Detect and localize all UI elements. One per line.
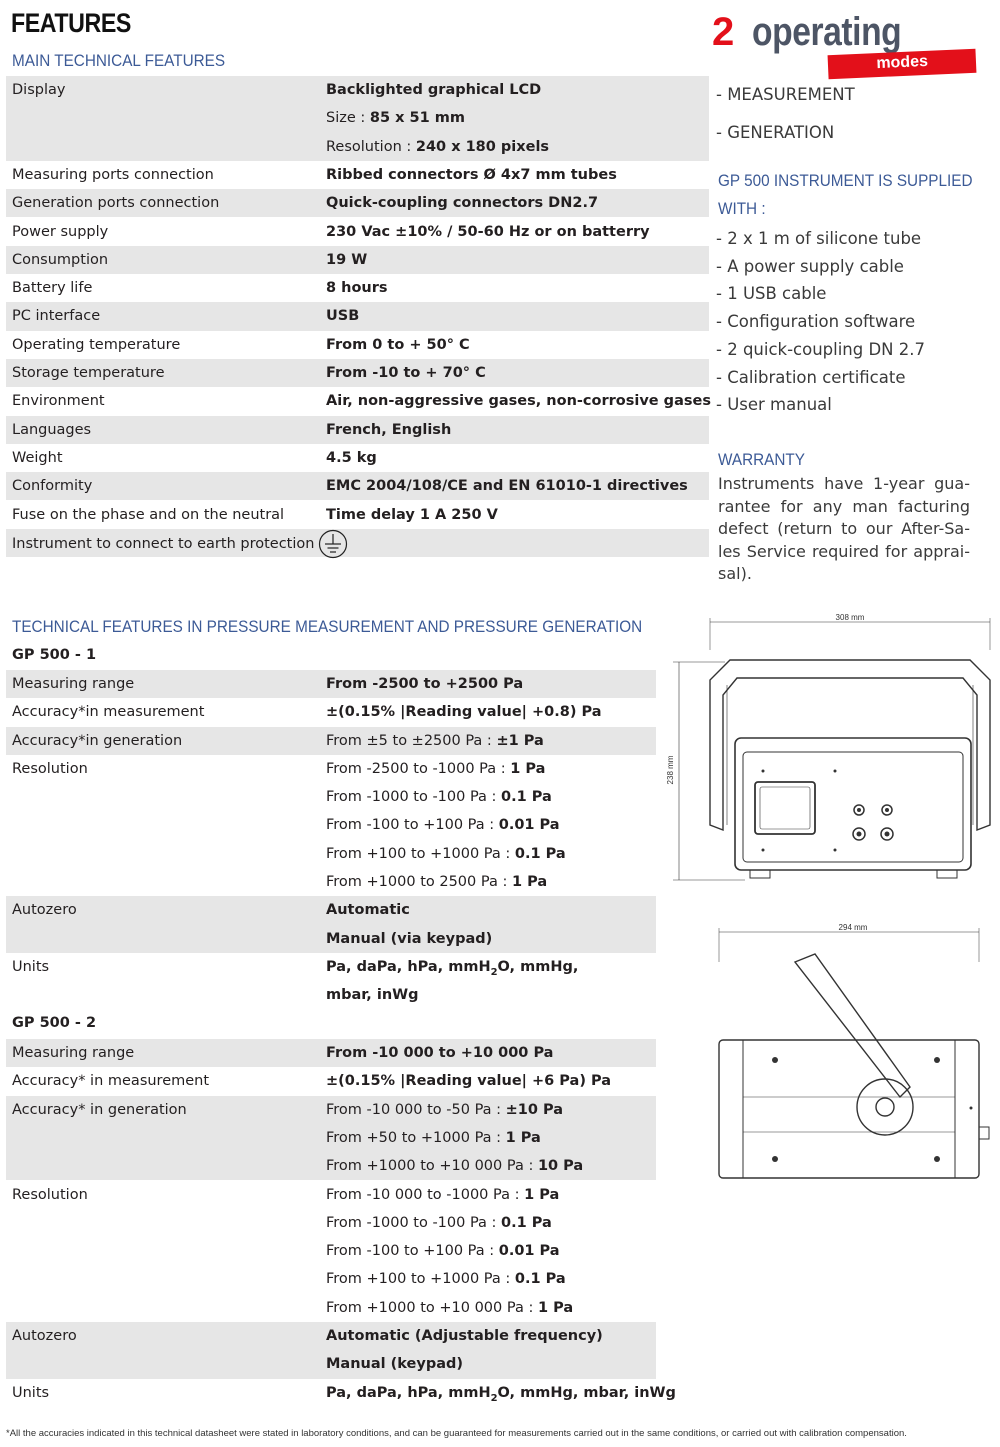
gp500-1-title: GP 500 - 1 — [12, 647, 97, 663]
row-label: Environment — [12, 393, 105, 410]
table-row — [6, 218, 709, 246]
value-line — [326, 925, 492, 953]
table-row — [6, 331, 709, 359]
value-text: From +1000 to 2500 Pa : — [326, 874, 512, 891]
value-text: ±10 Pa — [505, 1101, 564, 1118]
supplied-item: - 1 USB cable — [716, 284, 827, 304]
value-text: 1 Pa — [510, 760, 546, 777]
row-label: Autozero — [12, 1328, 77, 1344]
row-label: Battery life — [12, 280, 93, 297]
side-width-label: 294 mm — [838, 923, 868, 932]
value-line — [326, 811, 566, 839]
value-text: 8 hours — [326, 280, 388, 297]
value-text: Size : — [326, 110, 370, 127]
value-text: 10 Pa — [537, 1158, 584, 1175]
badge-word: operating — [752, 10, 902, 54]
row-value — [326, 472, 688, 500]
value-line — [326, 1379, 676, 1407]
warranty-line: Instruments have 1-year gua- — [718, 474, 970, 493]
row-value — [326, 896, 492, 953]
row-value — [326, 359, 486, 387]
value-line — [326, 981, 578, 1009]
row-label: PC interface — [12, 308, 101, 325]
row-label: Measuring range — [12, 676, 135, 692]
table-row — [6, 1181, 656, 1323]
value-text: 1 Pa — [537, 1299, 574, 1316]
value-text: 0.1 Pa — [501, 1214, 552, 1231]
value-text: 85 x 51 mm — [369, 110, 465, 127]
table-row — [6, 698, 656, 726]
row-value — [326, 218, 650, 246]
value-line — [326, 1096, 583, 1124]
value-text: ±(0.15% |Reading value| +0.8) Pa — [326, 704, 602, 721]
table-row — [6, 302, 709, 330]
row-label: Weight — [12, 449, 63, 466]
table-row — [6, 444, 709, 472]
table-row — [6, 1379, 676, 1407]
row-value — [326, 1379, 676, 1407]
value-line — [326, 1265, 573, 1293]
row-value — [326, 1322, 603, 1379]
value-line — [326, 133, 549, 161]
row-label: Consumption — [12, 251, 109, 268]
value-text: From +100 to +1000 Pa : — [326, 845, 515, 862]
row-value — [326, 1039, 553, 1067]
row-value — [326, 331, 470, 359]
row-label: Instrument to connect to earth protection — [12, 529, 348, 559]
value-line — [326, 698, 602, 726]
row-label: Measuring ports connection — [12, 166, 214, 183]
row-label: Units — [12, 959, 50, 975]
value-text: 240 x 180 pixels — [415, 138, 550, 155]
row-label: Fuse on the phase and on the neutral — [12, 506, 285, 523]
row-label: Accuracy* in measurement — [12, 1073, 210, 1090]
table-row — [6, 953, 656, 1010]
value-line — [326, 1067, 611, 1095]
table-row — [6, 1067, 656, 1095]
value-line — [326, 501, 498, 529]
value-text: 19 W — [326, 251, 368, 268]
row-label: Accuracy*in measurement — [12, 704, 205, 721]
value-text: From +1000 to +10 000 Pa : — [326, 1158, 538, 1175]
value-text: From -1000 to -100 Pa : — [326, 1214, 502, 1231]
row-value — [326, 727, 544, 755]
supplied-item: - A power supply cable — [716, 256, 904, 276]
front-view-drawing — [665, 610, 1000, 890]
table-row — [6, 501, 709, 529]
value-text: 1 Pa — [524, 1186, 560, 1203]
row-value — [326, 1096, 583, 1181]
row-value — [326, 387, 711, 415]
row-value — [326, 302, 359, 330]
value-text: From -100 to +100 Pa : — [326, 1243, 499, 1260]
page-title: FEATURES — [11, 8, 131, 38]
value-line — [326, 302, 359, 330]
row-value — [326, 189, 598, 217]
value-text: 0.01 Pa — [498, 817, 560, 834]
table-row — [6, 161, 709, 189]
pressure-heading: TECHNICAL FEATURES IN PRESSURE MEASUREMENT AND PRESSURE GENERATION — [12, 617, 643, 636]
value-text: From -10 000 to -50 Pa : — [326, 1101, 506, 1118]
value-line — [326, 274, 388, 302]
warranty-line: rantee for any man facturing — [718, 496, 970, 516]
table-row — [6, 76, 709, 161]
value-text: From -10 000 to -1000 Pa : — [326, 1186, 525, 1203]
row-value — [326, 1181, 573, 1322]
value-line — [326, 1350, 603, 1378]
value-text: French, English — [326, 421, 452, 438]
row-value — [326, 953, 578, 1010]
gp500-2-title: GP 500 - 2 — [12, 1015, 97, 1031]
row-value — [326, 670, 523, 698]
supplied-item: - User manual — [716, 395, 832, 415]
value-line — [326, 331, 470, 359]
value-line — [326, 670, 523, 698]
badge-number: 2 — [712, 10, 735, 54]
warranty-line: les Service required for apprai- — [718, 541, 970, 561]
value-line — [326, 755, 566, 783]
value-line — [326, 444, 377, 472]
row-value — [326, 246, 367, 274]
supplied-item: - 2 x 1 m of silicone tube — [716, 229, 922, 248]
value-text: 2 — [490, 966, 498, 978]
value-text: From -100 to +100 Pa : — [326, 817, 499, 834]
value-text: Automatic (Adjustable frequency) — [326, 1328, 603, 1344]
row-label: Generation ports connection — [12, 195, 220, 212]
main-features-heading: MAIN TECHNICAL FEATURES — [12, 51, 226, 70]
value-line — [326, 1152, 583, 1180]
value-line — [326, 161, 617, 189]
row-label: Languages — [12, 421, 92, 438]
row-value — [326, 274, 388, 302]
badge-tag — [828, 49, 977, 79]
value-line — [326, 783, 566, 811]
supplied-item: - 2 quick-coupling DN 2.7 — [716, 339, 926, 359]
value-text: EMC 2004/108/CE and EN 61010-1 directives — [326, 478, 688, 495]
table-row — [6, 189, 709, 217]
row-value — [326, 755, 566, 896]
value-line — [326, 1181, 573, 1209]
value-text: Resolution : — [326, 138, 416, 155]
earth-ground-icon — [318, 529, 348, 559]
value-text: From -10 to + 70° C — [326, 365, 486, 381]
value-line — [326, 1237, 573, 1265]
row-value — [326, 501, 498, 529]
mode-measurement: - MEASUREMENT — [716, 85, 855, 104]
value-text: 0.01 Pa — [498, 1243, 560, 1260]
mode-generation: - GENERATION — [716, 123, 835, 142]
warranty-heading: WARRANTY — [718, 450, 805, 469]
table-row — [6, 1039, 656, 1067]
table-row — [6, 529, 709, 557]
value-text: Quick-coupling connectors DN2.7 — [326, 195, 599, 212]
value-text: From +100 to +1000 Pa : — [326, 1271, 515, 1288]
value-line — [326, 218, 650, 246]
value-text: Pa, daPa, hPa, mmH — [326, 1384, 491, 1401]
value-text: USB — [326, 308, 360, 325]
supplied-heading-line2: WITH : — [718, 199, 766, 218]
table-row — [6, 1322, 656, 1379]
badge-tag-label: modes — [876, 52, 929, 73]
value-text: ±(0.15% |Reading value| +6 Pa) Pa — [326, 1073, 612, 1090]
value-line — [326, 387, 711, 415]
value-line — [326, 416, 451, 444]
table-row — [6, 755, 656, 897]
value-text: From -2500 to +2500 Pa — [326, 676, 524, 692]
value-text: Ribbed connectors Ø 4x7 mm tubes — [326, 166, 617, 183]
value-text: Air, non-aggressive gases, non-corrosive gases — [326, 393, 711, 410]
row-label: Resolution — [12, 760, 88, 777]
value-text: Pa, daPa, hPa, mmH — [326, 959, 491, 975]
table-row — [6, 472, 709, 500]
value-text: ±1 Pa — [496, 732, 544, 749]
table-row — [6, 896, 656, 953]
value-text: O, mmHg, — [497, 959, 579, 975]
value-text: 0.1 Pa — [501, 789, 552, 806]
value-text: From +50 to +1000 Pa : — [326, 1129, 506, 1146]
value-line — [326, 189, 598, 217]
row-label: Resolution — [12, 1186, 88, 1203]
value-text: Manual (via keypad) — [326, 930, 493, 947]
row-label: Display — [12, 82, 66, 98]
value-text: O, mmHg, mbar, inWg — [497, 1384, 676, 1401]
warranty-line: sal). — [718, 564, 752, 583]
row-label: Operating temperature — [12, 336, 181, 353]
value-line — [326, 896, 492, 924]
row-label: Measuring range — [12, 1045, 135, 1061]
row-value — [326, 1067, 611, 1095]
value-line — [326, 359, 486, 387]
row-value — [326, 161, 617, 189]
supplied-item: - Configuration software — [716, 312, 916, 332]
value-text: mbar, inWg — [326, 987, 419, 1004]
value-text: From -10 000 to +10 000 Pa — [326, 1045, 554, 1061]
row-value — [326, 698, 602, 726]
row-label: Conformity — [12, 478, 93, 495]
value-line — [326, 76, 549, 104]
supplied-item: - Calibration certificate — [716, 367, 906, 387]
row-label: Autozero — [12, 902, 77, 919]
value-text: From 0 to + 50° C — [326, 336, 470, 353]
value-text: 1 Pa — [511, 874, 548, 891]
value-text: From -1000 to -100 Pa : — [326, 789, 502, 806]
table-row — [6, 246, 709, 274]
value-text: From -2500 to -1000 Pa : — [326, 760, 511, 777]
row-value — [326, 76, 549, 161]
table-row — [6, 727, 656, 755]
row-label: Storage temperature — [12, 365, 165, 381]
value-text: 4.5 kg — [326, 449, 377, 466]
value-line — [326, 840, 566, 868]
value-text: From +1000 to +10 000 Pa : — [326, 1299, 538, 1316]
side-view-drawing — [705, 922, 1000, 1190]
value-line — [326, 727, 544, 755]
value-text: Time delay 1 A 250 V — [326, 506, 498, 523]
value-text: 230 Vac ±10% / 50-60 Hz or on batterry — [326, 223, 650, 240]
value-line — [326, 953, 578, 981]
row-value — [326, 416, 451, 444]
footnote: *All the accuracies indicated in this technical datasheet were stated in laboratory conditions, and can be guaranteed for measurements carried out in the same conditions, or carried out with calibration compensation. — [6, 1428, 907, 1439]
supplied-heading-line1: GP 500 INSTRUMENT IS SUPPLIED — [718, 171, 973, 190]
table-row — [6, 416, 709, 444]
value-line — [326, 1039, 553, 1067]
value-line — [326, 1322, 603, 1350]
value-line — [326, 1209, 573, 1237]
warranty-line: defect (return to our After-Sa- — [718, 519, 970, 538]
front-height-label: 238 mm — [666, 755, 675, 785]
value-text: Backlighted graphical LCD — [326, 82, 542, 98]
row-value — [326, 444, 377, 472]
value-text: 2 — [490, 1392, 498, 1404]
value-line — [326, 104, 549, 132]
value-text: Automatic — [326, 902, 410, 919]
table-row — [6, 670, 656, 698]
table-row — [6, 359, 709, 387]
value-text: 0.1 Pa — [514, 1271, 566, 1288]
value-text: From ±5 to ±2500 Pa : — [326, 732, 497, 749]
value-line — [326, 246, 367, 274]
row-label: Power supply — [12, 223, 109, 240]
row-label: Units — [12, 1384, 50, 1401]
table-row — [6, 387, 709, 415]
row-label: Accuracy* in generation — [12, 1101, 187, 1118]
value-line — [326, 472, 688, 500]
table-row — [6, 274, 709, 302]
value-line — [326, 868, 566, 896]
value-text: 0.1 Pa — [514, 845, 566, 862]
front-width-label: 308 mm — [835, 613, 865, 622]
value-text: Manual (keypad) — [326, 1356, 463, 1373]
value-line — [326, 1294, 573, 1322]
value-line — [326, 1124, 583, 1152]
row-label: Accuracy*in generation — [12, 732, 183, 749]
table-row — [6, 1096, 656, 1181]
value-text: 1 Pa — [505, 1129, 541, 1146]
operating-modes-badge — [710, 10, 980, 80]
